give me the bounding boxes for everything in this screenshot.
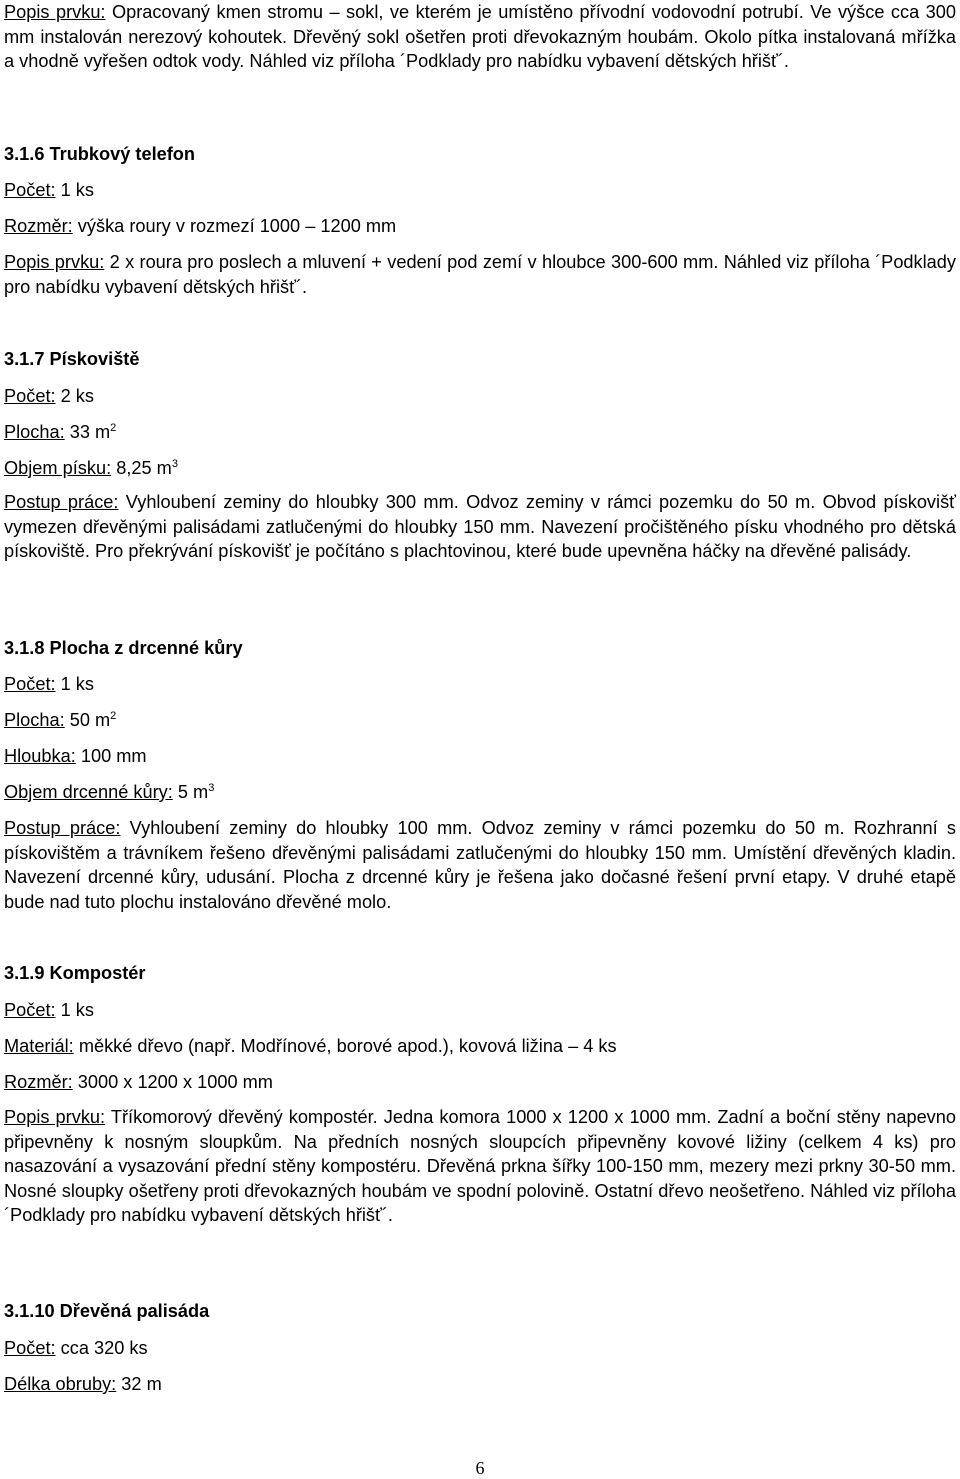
procedure-paragraph	[4, 490, 956, 564]
field-label: Plocha:	[4, 710, 65, 730]
count-field	[4, 998, 94, 1022]
field-label: Materiál:	[4, 1036, 74, 1056]
field-label: Popis prvku:	[4, 252, 105, 272]
count-field	[4, 384, 94, 408]
count-field	[4, 178, 94, 202]
description-paragraph	[4, 250, 956, 299]
field-label: Počet:	[4, 1338, 56, 1358]
field-label: Počet:	[4, 674, 56, 694]
field-value: 1 ks	[60, 1000, 94, 1020]
field-value: výška roury v rozmezí 1000 – 1200 mm	[77, 216, 397, 236]
field-text: 2 x roura pro poslech a mluvení + vedení pod zemí v hloubce 300-600 mm. Náhled viz příloha ´Podklady pro nabídku vybavení dětských hřišť´.	[4, 252, 957, 297]
field-label: Počet:	[4, 180, 56, 200]
field-label: Objem drcenné kůry:	[4, 782, 173, 802]
field-value: 8,25 m	[116, 458, 172, 478]
field-value: 1 ks	[60, 674, 94, 694]
field-label: Délka obruby:	[4, 1374, 117, 1394]
field-value: 2 ks	[60, 386, 94, 406]
volume-field	[4, 780, 214, 804]
area-field	[4, 708, 116, 732]
field-text: Opracovaný kmen stromu – sokl, ve kterém je umístěno přívodní vodovodní potrubí. Ve výšce cca 300 mm instalován nerezový kohoutek. Dřevěný sokl ošetřen proti dřevokazným houbám. Okolo pítka instalovaná mřížka a vhodně vyřešen odtok vody. Náhled viz příloha ´Podklady pro nabídku vybavení dětských hřišť´.	[4, 2, 957, 72]
field-label: Rozměr:	[4, 216, 73, 236]
count-field	[4, 1336, 148, 1360]
section-heading: 3.1.10 Dřevěná palisáda	[4, 1301, 210, 1321]
area-field	[4, 420, 116, 444]
page-number: 6	[475, 1458, 485, 1478]
length-field	[4, 1372, 162, 1396]
exponent: 2	[110, 710, 117, 722]
field-value: 33 m	[69, 422, 111, 442]
field-value: 100 mm	[80, 746, 147, 766]
description-paragraph	[4, 1105, 956, 1228]
field-label: Postup práce:	[4, 492, 119, 512]
field-label: Počet:	[4, 1000, 56, 1020]
exponent: 3	[171, 458, 178, 470]
field-label: Počet:	[4, 386, 56, 406]
section-heading: 3.1.9 Kompostér	[4, 963, 146, 983]
field-value: 32 m	[121, 1374, 162, 1394]
field-label: Popis prvku:	[4, 1107, 106, 1127]
field-label: Popis prvku:	[4, 2, 106, 22]
procedure-paragraph	[4, 816, 956, 914]
count-field	[4, 672, 94, 696]
dimension-field	[4, 214, 396, 238]
section-heading: 3.1.6 Trubkový telefon	[4, 144, 196, 164]
field-value: 50 m	[69, 710, 111, 730]
dimension-field	[4, 1070, 273, 1094]
field-label: Objem písku:	[4, 458, 112, 478]
section-heading: 3.1.7 Pískoviště	[4, 349, 140, 369]
field-label: Plocha:	[4, 422, 65, 442]
field-label: Hloubka:	[4, 746, 76, 766]
field-label: Postup práce:	[4, 818, 121, 838]
field-text: Vyhloubení zeminy do hloubky 100 mm. Odvoz zeminy v rámci pozemku do 50 m. Rozhranní s pískovištěm a trávníkem řešeno dřevěnými palisádami zatlučenými do hloubky 150 mm. Umístění dřevěných kladin. Navezení drcenné kůry, udusání. Plocha z drcenné kůry je řešena jako dočasné řešení první etapy. V druhé etapě bude nad tuto plochu instalováno dřevěné molo.	[4, 818, 957, 912]
field-label: Rozměr:	[4, 1072, 73, 1092]
exponent: 2	[110, 422, 117, 434]
field-value: měkké dřevo (např. Modřínové, borové apod.), kovová ližina – 4 ks	[78, 1036, 617, 1056]
field-value: 1 ks	[60, 180, 94, 200]
field-value: 5 m	[177, 782, 209, 802]
field-text: Vyhloubení zeminy do hloubky 300 mm. Odvoz zeminy v rámci pozemku do 50 m. Obvod pískovišť vymezen dřevěnými palisádami zatlučenými do hloubky 150 mm. Navezení pročištěného písku vhodného pro dětská pískoviště. Pro překrývání pískovišť je počítáno s plachtovinou, které bude upevněna háčky na dřevěné palisády.	[4, 492, 956, 562]
field-value: 3000 x 1200 x 1000 mm	[77, 1072, 273, 1092]
exponent: 3	[208, 782, 215, 794]
field-value: cca 320 ks	[60, 1338, 148, 1358]
field-text: Tříkomorový dřevěný kompostér. Jedna komora 1000 x 1200 x 1000 mm. Zadní a boční stěny napevno připevněny k nosným sloupkům. Na předních nosných sloupcích připevněny kovové ližiny (celkem 4 ks) pro nasazování a vysazování přední stěny kompostéru. Dřevěná prkna šířky 100-150 mm, mezery mezi prkny 30-50 mm. Nosné sloupky ošetřeny proti dřevokazných houbám ve spodní polovině. Ostatní dřevo neošetřeno. Náhled viz příloha ´Podklady pro nabídku vybavení dětských hřišť´.	[4, 1107, 957, 1226]
section-heading: 3.1.8 Plocha z drcenné kůry	[4, 638, 243, 658]
intro-paragraph	[4, 0, 956, 74]
volume-field	[4, 456, 178, 480]
material-field	[4, 1034, 617, 1058]
depth-field	[4, 744, 147, 768]
